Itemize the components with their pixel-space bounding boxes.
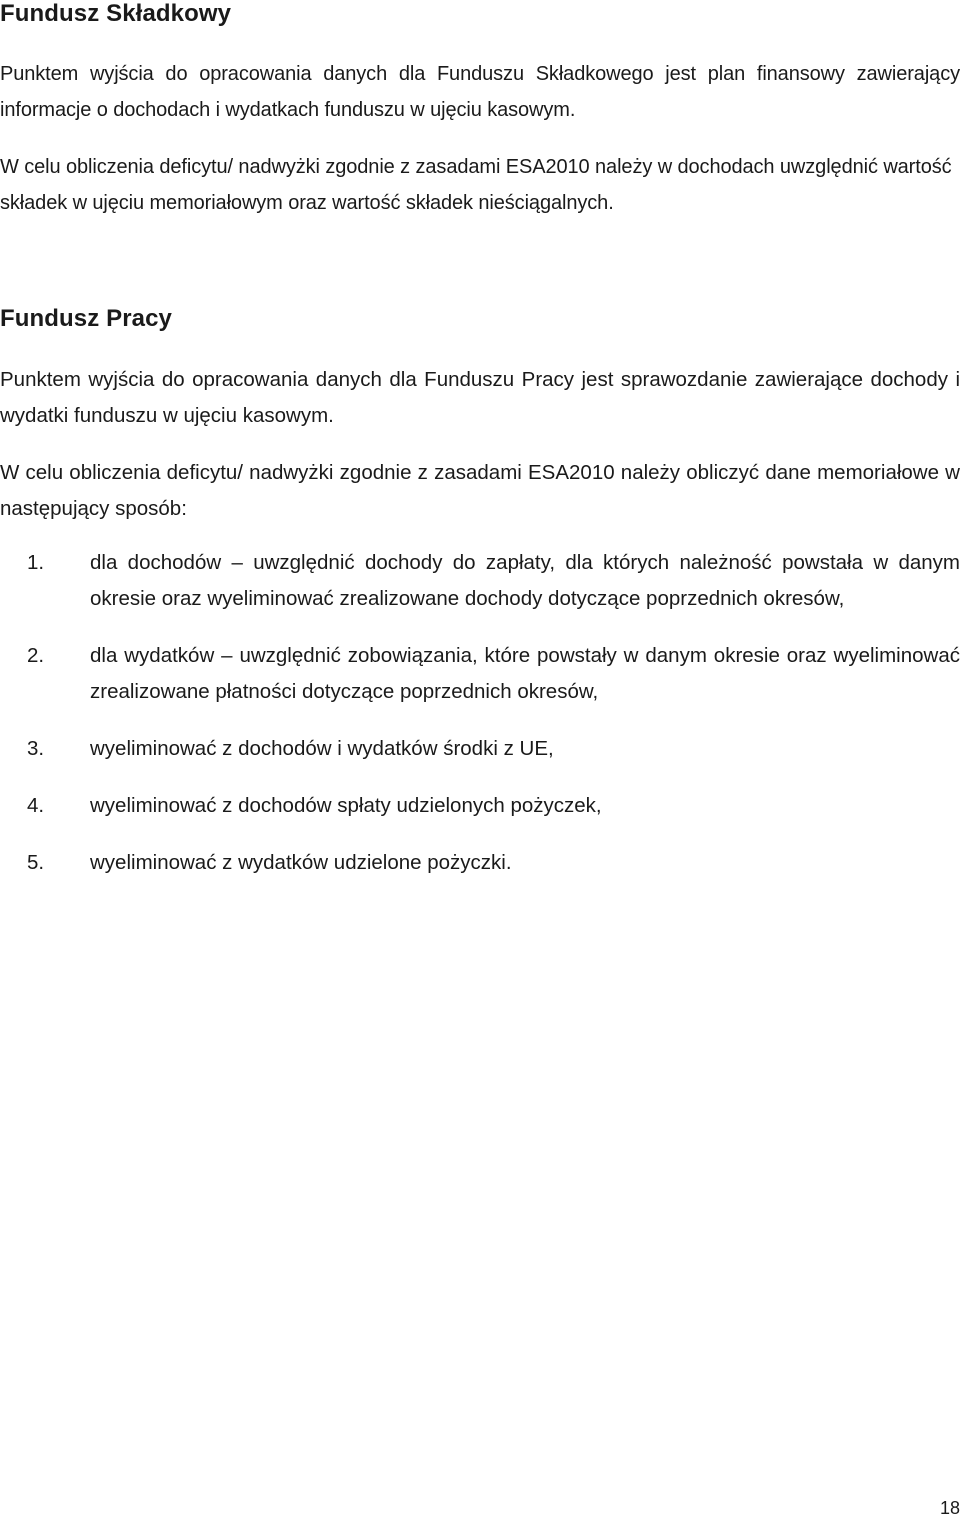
paragraph-fp-intro: Punktem wyjścia do opracowania danych dla Funduszu Pracy jest sprawozdanie zawierające dochody i wydatki funduszu w ujęciu kasowym. [0, 368, 960, 427]
list-item-number: 5. [27, 851, 45, 874]
list-item [0, 788, 960, 824]
list-item-text: dla dochodów – uwzględnić dochody do zapłaty, dla których należność powstała w danym okresie oraz wyeliminować zrealizowane dochody dotyczące poprzednich okresów, [90, 551, 960, 610]
section-heading-fundusz-skladkowy: Fundusz Składkowy [0, 0, 232, 27]
paragraph-fs-esa: W celu obliczenia deficytu/ nadwyżki zgodnie z zasadami ESA2010 należy w dochodach uwzględnić wartość składek w ujęciu memoriałowym oraz wartość składek nieściągalnych. [0, 156, 952, 214]
page-number: 18 [939, 1498, 960, 1518]
paragraph-fp-esa: W celu obliczenia deficytu/ nadwyżki zgodnie z zasadami ESA2010 należy obliczyć dane memoriałowe w następujący sposób: [0, 461, 960, 520]
list-item-number: 1. [27, 551, 45, 574]
list-item-text: wyeliminować z dochodów i wydatków środki z UE, [90, 737, 554, 760]
list-item [0, 638, 960, 710]
section-heading-fundusz-pracy: Fundusz Pracy [0, 305, 173, 332]
paragraph-fs-intro: Punktem wyjścia do opracowania danych dla Funduszu Składkowego jest plan finansowy zawierający informacje o dochodach i wydatkach funduszu w ujęciu kasowym. [0, 63, 960, 121]
list-item-number: 2. [27, 644, 45, 667]
list-item-text: wyeliminować z wydatków udzielone pożyczki. [90, 851, 512, 874]
list-item-text: dla wydatków – uwzględnić zobowiązania, które powstały w danym okresie oraz wyeliminować zrealizowane płatności dotyczące poprzednich okresów, [90, 644, 960, 703]
list-item-number: 4. [27, 794, 45, 817]
list-item-text: wyeliminować z dochodów spłaty udzielonych pożyczek, [90, 794, 602, 817]
method-list [0, 545, 960, 902]
list-item [0, 545, 960, 617]
list-item [0, 845, 960, 881]
list-item [0, 731, 960, 767]
list-item-number: 3. [27, 737, 45, 760]
